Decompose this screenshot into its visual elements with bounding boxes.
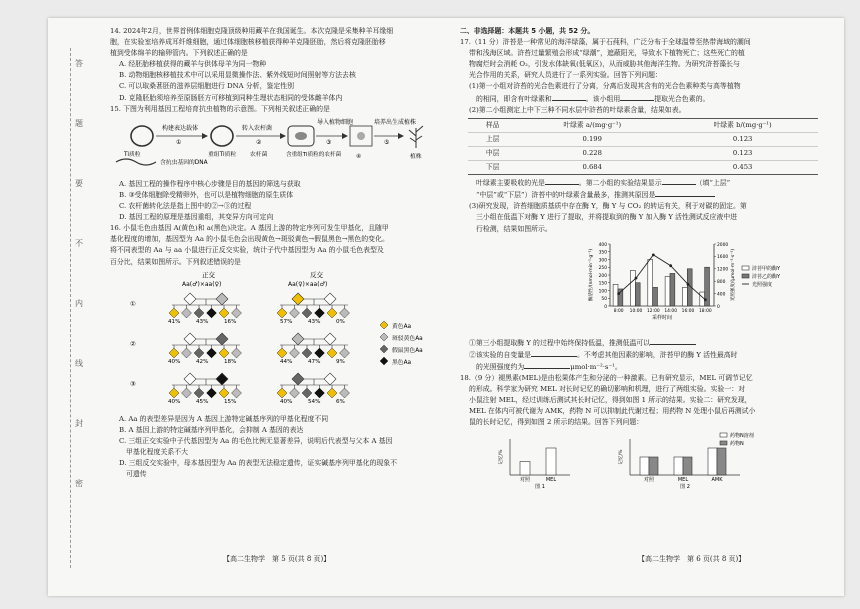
fig2-bar-drug [683, 457, 692, 475]
fig2-x-label: 对照 [643, 477, 655, 484]
row-number: ③ [130, 379, 136, 388]
q18-stem: 小鼠注射 MEL，经过训练后测试其长时记忆，得到如图 1 所示的结果。实验二：研究发现， [469, 396, 752, 405]
answer-blank[interactable] [545, 177, 579, 185]
pedigree-rows [169, 293, 350, 398]
pedigree-offspring [290, 348, 300, 358]
pedigree-offspring [327, 308, 337, 318]
fig2-caption: 图 2 [680, 484, 690, 491]
fig1-x-label: 对照 [519, 477, 531, 484]
margin-char: 题 [75, 119, 83, 128]
pedigree-offspring [315, 348, 325, 358]
pedigree-offspring [207, 388, 217, 398]
pedigree-offspring [219, 308, 229, 318]
pct: 44% [280, 358, 293, 365]
step-label: 构建表达载体 [162, 124, 199, 132]
left-column [110, 26, 448, 480]
table-cell: 下层 [468, 161, 517, 175]
right-column [460, 26, 838, 497]
legend-swatch [742, 266, 749, 270]
tick-label-right: 2000 [717, 242, 729, 248]
q17-part1-cont [460, 93, 838, 105]
q16-option-c: C. 三组正交实验中子代基因型为 Aa 的毛色比例无显著差异，说明后代表型与父本 A 基因 [119, 436, 393, 445]
pedigree-parent [216, 333, 228, 345]
q18-stem: MEL 在体内可被代谢为 AMK，药物 N 可以抑制此代谢过程；用药物 N 处理小鼠后再测试小 [469, 407, 756, 416]
table-cell: 中层 [468, 146, 517, 160]
text-segment: 。不考虑其他因素的影响，浒苔甲的酶 Y 活性最高时 [577, 350, 738, 359]
table-row [468, 146, 818, 160]
answer-blank[interactable] [531, 349, 577, 357]
x-tick-label: 8:00 [613, 308, 624, 314]
q15-option-b: B. ③受体细胞除受精卵外，也可以是植物细胞的原生质体 [119, 190, 294, 199]
table-row [468, 161, 818, 175]
q17-part3-sub2-cont [460, 361, 838, 373]
bar-species-a [613, 284, 618, 306]
pedigree-parent [216, 373, 228, 385]
pct: 41% [168, 318, 181, 325]
step-number: ① [176, 138, 182, 146]
pct: 40% [168, 398, 181, 405]
figure-marks [497, 432, 754, 490]
table-cell: 上层 [468, 132, 517, 146]
cross-parents: Aa(♀)×aa(♂) [288, 280, 328, 288]
q16-stem: 16. 小鼠毛色由基因 A(黄色)和 a(黑色)决定。A 基因上游的特定序列可发生甲基化，且随甲 [110, 224, 389, 233]
point-light-intensity [687, 282, 690, 285]
pct: 16% [224, 318, 237, 325]
pedigree-parent [184, 293, 196, 305]
table-header: 叶绿素 b/(mg·g⁻¹) [667, 118, 818, 132]
text-segment: 。该小组用 [585, 94, 621, 103]
pedigree-offspring [232, 348, 242, 358]
fig2-legend-label: 药物N [730, 441, 744, 448]
q16-option-d: D. 三组反交实验中，母本基因型为 Aa 的表型无法稳定遗传，证实碱基序列甲基化的现象不 [119, 459, 398, 468]
fig2-bar-solvent [708, 448, 717, 475]
q17-part3: 三小组在低温下对酶 Y 进行了提取，并将提取到的酶 Y 加入酶 Y 活性测试反应液中进 [476, 213, 738, 222]
text-segment: “中层”或“下层”）浒苔中的叶绿素含量最多，推测其原因是 [476, 191, 656, 200]
pct: 6% [336, 398, 345, 405]
q16-pedigree [110, 269, 448, 409]
pedigree-offspring [290, 388, 300, 398]
pedigree-offspring [207, 308, 217, 318]
text-segment: 叶绿素主要吸收的光是 [476, 179, 545, 188]
tick-label-right: 0 [717, 304, 720, 310]
tick-label-right: 1600 [717, 254, 729, 260]
tick-label-right: 1200 [717, 267, 729, 273]
x-tick-label: 18:00 [699, 308, 712, 314]
cross-title: 反交 [310, 270, 323, 279]
q14-stem: 胞，在实验室培养成耳纤维细胞，通过体细胞核移植获得种羊克隆胚胎，然后将克隆胚胎移 [110, 38, 386, 47]
y-axis-label-right: 光照强度/(μmol·m⁻²·s⁻¹) [731, 248, 736, 301]
legend-label: 浒苔乙的酶Y [752, 273, 781, 280]
diagram-label: 重组Ti质粒 [208, 151, 237, 158]
table-header: 样品 [468, 118, 517, 132]
text-segment: 的光照强度约为 [476, 362, 525, 371]
legend-label: 假鼠黑色Aa [392, 347, 423, 354]
bar-species-a [665, 276, 670, 305]
pedigree-offspring [194, 348, 204, 358]
q14-option-b: B. 动物细胞核移植技术中可以采用显微操作法、紫外线短时间照射等方法去核 [119, 71, 356, 80]
x-tick-label: 10:00 [629, 308, 643, 314]
margin-char: 线 [75, 359, 83, 368]
row-number: ① [130, 299, 136, 308]
q15-option-d: D. 基因工程的原理是基因重组，其变异方向可定向 [119, 213, 274, 222]
x-tick-label: 12:00 [647, 308, 660, 314]
q15-stem: 15. 下图为利用基因工程培育抗虫植物的示意图。下列相关叙述正确的是 [110, 104, 330, 113]
fig2-y-label: 记忆/% [619, 449, 624, 465]
step-number: ② [256, 138, 262, 146]
pedigree-offspring [182, 348, 192, 358]
q18-stem: 18.（9 分）褪黑素(MEL)是由松果体产生和分泌的一种激素。已有研究显示，MEL 可调节记忆 [460, 373, 753, 382]
table-cell: 0.199 [517, 132, 667, 146]
q16-option-c-cont: 甲基化程度关系不大 [126, 447, 189, 456]
q17-stem: 17.（11 分）浒苔是一种常见的海洋绿藻，属于石莼科，广泛分布于全球温带至热带海域的潮间 [460, 38, 751, 47]
q17-part2: (2)第二小组测定上中下三种不同水层中浒苔的叶绿素含量，结果如表。 [469, 105, 686, 114]
legend-label: 光照强度 [752, 281, 773, 288]
margin-char: 密 [75, 479, 83, 488]
fig2-x-label: AMK [711, 477, 723, 484]
memory-figures [460, 429, 838, 491]
q18-stem: 鼠的长时记忆，得到如图 2 所示的结果。回答下列问题： [469, 418, 644, 427]
step-number: ④ [356, 153, 362, 160]
fig1-x-label: MEL [545, 477, 557, 484]
x-tick-label: 16:00 [681, 308, 695, 314]
text-segment: 提取光合色素的。 [654, 94, 710, 103]
pedigree-offspring [315, 388, 325, 398]
text-segment: （填“上层” [695, 179, 731, 188]
cross-parents: Aa(♂)×aa(♀) [182, 280, 222, 288]
tick-label-left: 400 [598, 242, 607, 248]
pedigree-offspring [219, 388, 229, 398]
bar-species-b [670, 273, 675, 306]
pedigree-parent [324, 373, 336, 385]
pedigree-offspring [315, 308, 325, 318]
fig1-y-label: 记忆/% [499, 449, 504, 465]
bar-species-b [635, 282, 640, 305]
pedigree-offspring [340, 308, 350, 318]
q16-option-d-cont: 可遗传 [126, 470, 147, 479]
pedigree-offspring [340, 388, 350, 398]
table-cell: 0.228 [517, 146, 667, 160]
point-light-intensity [704, 298, 707, 301]
diagram-label: 农杆菌 [250, 151, 268, 158]
pct: 42% [196, 358, 209, 365]
x-tick-label: 14:00 [664, 308, 677, 314]
fig1-bar [520, 462, 530, 476]
point-light-intensity [635, 276, 638, 279]
pedigree-offspring [327, 388, 337, 398]
pct: 0% [336, 318, 345, 325]
table-row [468, 132, 818, 146]
q14-option-c: C. 可以取桑葚胚的滋养层细胞进行 DNA 分析，鉴定性别 [119, 82, 295, 91]
legend-label: 浒苔甲的酶Y [752, 265, 781, 272]
table-cell: 0.684 [517, 161, 667, 175]
x-axis-label: 采样时间 [651, 314, 673, 321]
bar-species-b [653, 287, 658, 306]
row-number: ② [130, 339, 136, 348]
bar-species-a [682, 287, 687, 306]
tick-label-right: 800 [717, 279, 726, 285]
pedigree-offspring [219, 348, 229, 358]
q17-part2-question [460, 189, 838, 201]
pedigree-offspring [169, 348, 179, 358]
fig2-legend-label: 药物N溶剂 [730, 433, 754, 440]
diagram-label: 含抗虫基因的DNA [160, 159, 208, 166]
q15-option-c: C. 农杆菌转化法是指上图中的②→③的过程 [119, 202, 252, 211]
pct: 18% [224, 358, 237, 365]
step-label: 培养出生成植株 [374, 118, 417, 126]
q14-option-a: A. 经胚胎移植获得的藏羊与供体母羊为同一物种 [119, 60, 267, 69]
pedigree-parent [216, 293, 228, 305]
pedigree-offspring [277, 348, 287, 358]
pct: 54% [308, 398, 321, 405]
table-header: 叶绿素 a/(mg·g⁻¹) [517, 118, 667, 132]
answer-blank[interactable] [620, 93, 654, 101]
cross-title: 正交 [202, 270, 215, 279]
pedigree-parent [324, 333, 336, 345]
margin-char: 内 [75, 299, 83, 308]
fig2-bar-drug [717, 448, 726, 475]
pct: 40% [280, 398, 293, 405]
pedigree-offspring [340, 348, 350, 358]
binding-line [70, 48, 71, 568]
answer-blank[interactable] [662, 177, 696, 185]
tick-label-left: 100 [598, 288, 607, 294]
pedigree-offspring [302, 308, 312, 318]
q15-diagram [110, 116, 448, 174]
pct: 57% [280, 318, 293, 325]
text-segment: ②该实验的自变量是 [469, 350, 532, 359]
margin-char: 不 [75, 239, 83, 248]
q14-stem: 植到受体绵羊的输卵管内。下列叙述正确的是 [110, 49, 248, 58]
answer-blank[interactable] [552, 93, 586, 101]
pedigree-offspring [232, 308, 242, 318]
table-cell: 0.453 [667, 161, 818, 175]
enzyme-activity-chart [460, 236, 838, 332]
diagram-label: Ti质粒 [124, 151, 141, 158]
point-light-intensity [652, 253, 655, 256]
pedigree-offspring [207, 348, 217, 358]
exam-sheet [48, 18, 844, 596]
q16-stem: 百分比，结果如图所示。下列叙述错误的是 [110, 257, 241, 266]
legend-label: 斑驳黄色Aa [392, 335, 423, 342]
pct: 45% [196, 398, 209, 405]
q17-part3-sub1 [460, 337, 838, 349]
chlorophyll-table [468, 118, 818, 175]
fig2-bar-solvent [674, 457, 683, 475]
point-light-intensity [617, 292, 620, 295]
pedigree-parent [184, 373, 196, 385]
diagram-label: 含重组Ti质粒的农杆菌 [286, 151, 342, 158]
tick-label-left: 150 [598, 281, 607, 287]
pedigree-parent [292, 333, 304, 345]
q16-stem: 基化程度的增加，基因型为 Aa 的小鼠毛色会出现黄色→斑驳黄色→假鼠黑色→黑色的变化。 [110, 235, 389, 244]
page-footer-left: 【高二生物学 第 5 页(共 8 页)】 [223, 555, 331, 563]
step-number: ⑤ [384, 138, 390, 146]
margin-char: 答 [75, 59, 83, 68]
legend-swatch [742, 274, 749, 278]
section-heading: 二、非选择题：本题共 5 小题，共 52 分。 [460, 27, 595, 35]
fig2-x-label: MEL [677, 477, 689, 484]
pedigree-offspring [277, 388, 287, 398]
fig1-bar [546, 448, 556, 475]
tick-label-left: 0 [604, 304, 607, 310]
chart-marks [587, 241, 781, 320]
q16-stem: 将不同表型的 Aa 与 aa 小鼠进行正反交实验，统计子代中基因型为 Aa 的小鼠毛色表型及 [110, 246, 384, 255]
pct: 43% [308, 318, 321, 325]
tick-label-left: 350 [598, 250, 607, 256]
pedigree-offspring [194, 388, 204, 398]
q16-option-a: A. Aa 的表型差异是因为 A 基因上游特定碱基序列的甲基化程度不同 [119, 414, 329, 423]
pedigree-offspring [194, 308, 204, 318]
pct: 47% [308, 358, 321, 365]
pedigree-parent [292, 293, 304, 305]
step-label: 转入农杆菌 [242, 124, 273, 132]
diagram-label: 植株 [410, 153, 422, 160]
pedigree-parent [324, 293, 336, 305]
q17-part3: (3)研究发现，浒苔细胞质基质中存在酶 Y，酶 Y 与 CO₂ 的转运有关，利于对碳的固定。第 [469, 202, 747, 211]
q14-stem: 14. 2024年2月，世界首例体细胞克隆顶级种用藏羊在我国诞生。本次克隆是采集种羊耳缘细 [110, 27, 394, 35]
pct: 9% [336, 358, 345, 365]
q18-stem: 的形成。科学家为研究 MEL 对长时记忆的确切影响和机理，进行了两组实验。实验一：对 [469, 385, 745, 394]
text-segment: 的相同，即含有叶绿素和 [476, 94, 552, 103]
pedigree-offspring [182, 388, 192, 398]
table-header-row [468, 118, 818, 132]
answer-blank[interactable] [655, 189, 715, 197]
margin-char: 要 [75, 179, 83, 188]
q15-option-a: A. 基因工程的操作程序中核心步骤是目的基因的筛选与获取 [119, 179, 301, 188]
fig1-caption: 图 1 [535, 484, 545, 491]
page-footer-right: 【高二生物学 第 6 页(共 8 页)】 [638, 555, 746, 563]
text-segment: μmol·m⁻²·s⁻¹。 [570, 362, 622, 371]
step-label: 导入植物细胞 [317, 118, 354, 126]
q17-stem: 带和浅海区域。浒苔过量繁殖会形成“绿潮”，遮蔽阳光，导致水下植物死亡；这些死亡的植 [469, 49, 745, 58]
tick-label-left: 250 [598, 265, 607, 271]
fig2-bar-solvent [640, 457, 649, 475]
answer-blank[interactable] [524, 361, 570, 369]
table-cell: 0.123 [667, 132, 818, 146]
pedigree-offspring [327, 348, 337, 358]
binding-margin [48, 18, 98, 596]
y-axis-label-left: 酶活性/(nmol·min⁻¹·g⁻¹) [589, 248, 594, 301]
tick-label-left: 200 [598, 273, 607, 279]
answer-blank[interactable] [650, 337, 696, 345]
table-cell: 0.123 [667, 146, 818, 160]
q17-part2-question [460, 177, 838, 189]
q17-part3-sub2 [460, 349, 838, 361]
pedigree-parent [292, 373, 304, 385]
pct: 40% [168, 358, 181, 365]
q17-part3: 行检测，结果如图所示。 [476, 224, 552, 233]
point-light-intensity [669, 264, 672, 267]
pedigree-offspring [290, 308, 300, 318]
legend-label: 黄色Aa [392, 323, 412, 330]
legend-label: 黑色Aa [392, 359, 412, 366]
bar-species-a [648, 259, 653, 306]
pedigree-offspring [169, 388, 179, 398]
q16-option-b: B. A 基因上游的特定碱基序列甲基化，会抑制 A 基因的表达 [119, 425, 304, 434]
fig2-legend-swatch [720, 441, 727, 445]
pedigree-offspring [182, 308, 192, 318]
pedigree-offspring [302, 388, 312, 398]
pedigree-offspring [302, 348, 312, 358]
text-segment: ①第三小组提取酶 Y 的过程中始终保持低温，推测低温可以 [469, 338, 651, 347]
step-number: ③ [326, 138, 332, 146]
pedigree-offspring [169, 308, 179, 318]
pedigree-offspring [232, 388, 242, 398]
tick-label-left: 50 [601, 296, 607, 302]
pct: 43% [196, 318, 209, 325]
bar-species-a [630, 270, 635, 306]
q17-stem: 物腐烂时会消耗 O₂，引发水体缺氧(低氧区)，从而威胁其他海洋生物。为研究浒苔藻长与 [469, 60, 740, 69]
pedigree-parent [184, 333, 196, 345]
q14-option-d: D. 克隆胚胎须培养至原肠胚方可移植到同种生理状态相同的受体雌羊体内 [119, 93, 343, 102]
tick-label-left: 300 [598, 257, 607, 263]
pedigree-offspring [277, 308, 287, 318]
tick-label-right: 400 [717, 291, 726, 297]
fig2-legend-swatch [720, 433, 727, 437]
fig2-bar-drug [649, 457, 658, 475]
text-segment: 。第二小组的实验结果显示 [578, 179, 662, 188]
margin-char: 封 [75, 419, 83, 428]
q17-part1: (1)第一小组对浒苔的光合色素进行了分离，分离后发现其含有的光合色素种类与高等植物 [469, 82, 741, 91]
q17-stem: 光合作用的关系，研究人员进行了一系列实验。回答下列问题： [469, 71, 662, 80]
pct: 15% [224, 398, 237, 405]
